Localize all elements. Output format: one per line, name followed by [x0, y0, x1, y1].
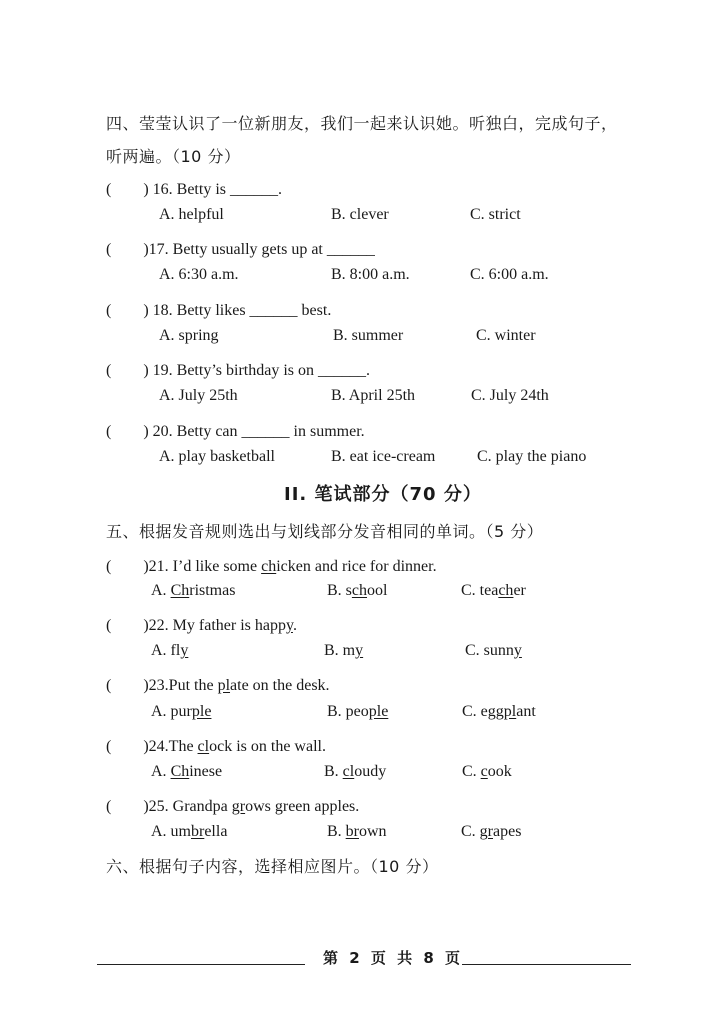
- page-number: 第 2 页 共 8 页: [323, 949, 463, 967]
- question-22: ( )22. My father is happy.: [106, 617, 297, 634]
- question-20-option-b: B. eat ice-cream: [331, 448, 436, 465]
- question-24-option-b: B. cloudy: [324, 763, 387, 780]
- question-16-option-b: B. clever: [331, 206, 389, 223]
- question-20-option-a: A. play basketball: [159, 448, 275, 465]
- question-24-option-a: A. Chinese: [151, 763, 223, 780]
- question-21-option-a: A. Christmas: [151, 582, 236, 599]
- question-17-option-a: A. 6:30 a.m.: [159, 266, 239, 283]
- question-16-option-a: A. helpful: [159, 206, 224, 223]
- section4-heading-line1: 四、莹莹认识了一位新朋友，我们一起来认识她。听独白，完成句子，: [106, 114, 618, 133]
- question-19-option-c: C. July 24th: [471, 387, 549, 404]
- question-21-option-b: B. school: [327, 582, 388, 599]
- question-24-option-c: C. cook: [462, 763, 512, 780]
- footer-right-rule: [462, 964, 631, 965]
- question-23-option-b: B. people: [327, 703, 389, 720]
- footer-left-rule: [97, 964, 305, 965]
- question-24: ( )24.The clock is on the wall.: [106, 738, 326, 755]
- question-18-option-b: B. summer: [333, 327, 404, 344]
- question-19-option-b: B. April 25th: [331, 387, 416, 404]
- question-21-option-c: C. teacher: [461, 582, 526, 599]
- question-23: ( )23.Put the plate on the desk.: [106, 677, 330, 694]
- question-17-option-b: B. 8:00 a.m.: [331, 266, 410, 283]
- underlined-part: ch: [261, 558, 277, 575]
- question-19: ( ) 19. Betty’s birthday is on ______.: [106, 362, 370, 379]
- question-17-option-c: C. 6:00 a.m.: [470, 266, 549, 283]
- section5-heading: 五、根据发音规则选出与划线部分发音相同的单词。（5 分）: [106, 522, 544, 541]
- question-25-option-b: B. brown: [327, 823, 387, 840]
- question-25: ( )25. Grandpa grows green apples.: [106, 798, 360, 815]
- question-25-option-c: C. grapes: [461, 823, 522, 840]
- part2-title: II. 笔试部分（70 分）: [284, 484, 482, 505]
- question-22-option-a: A. fly: [151, 642, 189, 659]
- question-20-option-c: C. play the piano: [477, 448, 587, 465]
- question-16-option-c: C. strict: [470, 206, 521, 223]
- underlined-part: y: [285, 617, 293, 634]
- question-20: ( ) 20. Betty can ______ in summer.: [106, 423, 365, 440]
- question-23-option-c: C. eggplant: [462, 703, 536, 720]
- underlined-part: cl: [197, 738, 210, 755]
- question-22-option-c: C. sunny: [465, 642, 522, 659]
- question-16: ( ) 16. Betty is ______.: [106, 181, 282, 198]
- question-23-option-a: A. purple: [151, 703, 212, 720]
- question-18-option-a: A. spring: [159, 327, 219, 344]
- question-19-option-a: A. July 25th: [159, 387, 238, 404]
- underlined-part: pl: [217, 677, 231, 694]
- question-22-option-b: B. my: [324, 642, 364, 659]
- question-18-option-c: C. winter: [476, 327, 536, 344]
- question-25-option-a: A. umbrella: [151, 823, 228, 840]
- question-21: ( )21. I’d like some chicken and rice for dinner.: [106, 558, 437, 575]
- underlined-part: gr: [231, 798, 246, 815]
- question-17: ( )17. Betty usually gets up at ______: [106, 241, 375, 258]
- question-18: ( ) 18. Betty likes ______ best.: [106, 302, 332, 319]
- section4-heading-line2: 听两遍。（10 分）: [106, 147, 241, 166]
- section6-heading: 六、根据句子内容，选择相应图片。（10 分）: [106, 857, 439, 876]
